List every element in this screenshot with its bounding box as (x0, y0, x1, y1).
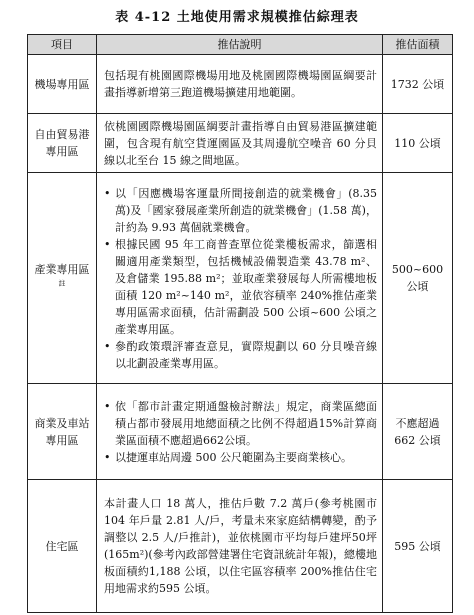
list-item: • 參酌政策環評審查意見，實際規劃以 60 分貝噪音線以北劃設產業專用區。 (104, 338, 377, 372)
bullet-list (104, 398, 377, 466)
land-use-estimate-table (27, 34, 453, 613)
row-description: 包括現有桃園國際機場用地及桃園國際機場園區綱要計畫指導新增第三跑道機場擴建用地範圍。 (97, 55, 383, 114)
header-item: 項目 (28, 35, 97, 55)
row-item: 自由貿易港專用區 (28, 114, 97, 173)
row-description (97, 173, 383, 384)
list-item: • 以「因應機場客運量所間接創造的就業機會」(8.35 萬)及「國家發展產業所創造的就業機會」(1.58 萬)，計約為 9.93 萬個就業機會。 (104, 185, 377, 236)
row-item: 機場專用區 (28, 55, 97, 114)
row-estimate: 1732 公頃 (383, 55, 453, 114)
header-description: 推估說明 (97, 35, 383, 55)
footnote-marker: 註 (58, 279, 66, 288)
row-item (28, 173, 97, 384)
row-item: 住宅區 (28, 480, 97, 613)
list-item: • 根據民國 95 年工商普查單位從業樓板需求，篩選相關適用產業類型，包括機械設備製造業 43.78 m²、及倉儲業 195.88 m²；並取產業發展每人所需樓地板面積 120 m²~140 m²，並依容積率 240%推估產業專用區需求面積，估計需劃設 500 公頃~600 公頃之產業專用區。 (104, 236, 377, 338)
row-description: 本計畫人口 18 萬人，推估戶數 7.2 萬戶(參考桃園市 104 年戶量 2.81 人/戶，考量未來家庭結構轉變，酌予調整以 2.5 人/戶推計)，並依桃園市平均每戶建坪50坪(165m²)(參考內政部營建署住宅資訊統計年報)，總樓地板面積約1,188 公頃，以住宅區容積率 200%推估住宅用地需求約595 公頃。 (97, 480, 383, 613)
header-estimate: 推估面積 (383, 35, 453, 55)
row-estimate: 不應超過 662 公頃 (383, 384, 453, 480)
table-row (28, 384, 453, 480)
row-estimate: 500~600 公頃 (383, 173, 453, 384)
row-estimate: 595 公頃 (383, 480, 453, 613)
bullet-list (104, 185, 377, 372)
table-row (28, 173, 453, 384)
list-item: • 依「都市計畫定期通盤檢討辦法」規定，商業區總面積占都市發展用地總面積之比例不得超過15%計算商業區面積不應超過662公頃。 (104, 398, 377, 449)
table-row (28, 480, 453, 613)
table-header-row (28, 35, 453, 55)
row-item-label: 產業專用區 (34, 263, 90, 276)
table-row (28, 114, 453, 173)
row-estimate: 110 公頃 (383, 114, 453, 173)
row-description (97, 384, 383, 480)
row-item: 商業及車站專用區 (28, 384, 97, 480)
list-item: • 以捷運車站周邊 500 公尺範圍為主要商業核心。 (104, 449, 377, 466)
row-description: 依桃園國際機場園區綱要計畫指導自由貿易港區擴建範圍，包含現有航空貨運園區及其周邊航空噪音 60 分貝線以北至台 15 線之間地區。 (97, 114, 383, 173)
table-row (28, 55, 453, 114)
table-caption: 表 4-12 土地使用需求規模推估綜理表 (115, 10, 359, 25)
